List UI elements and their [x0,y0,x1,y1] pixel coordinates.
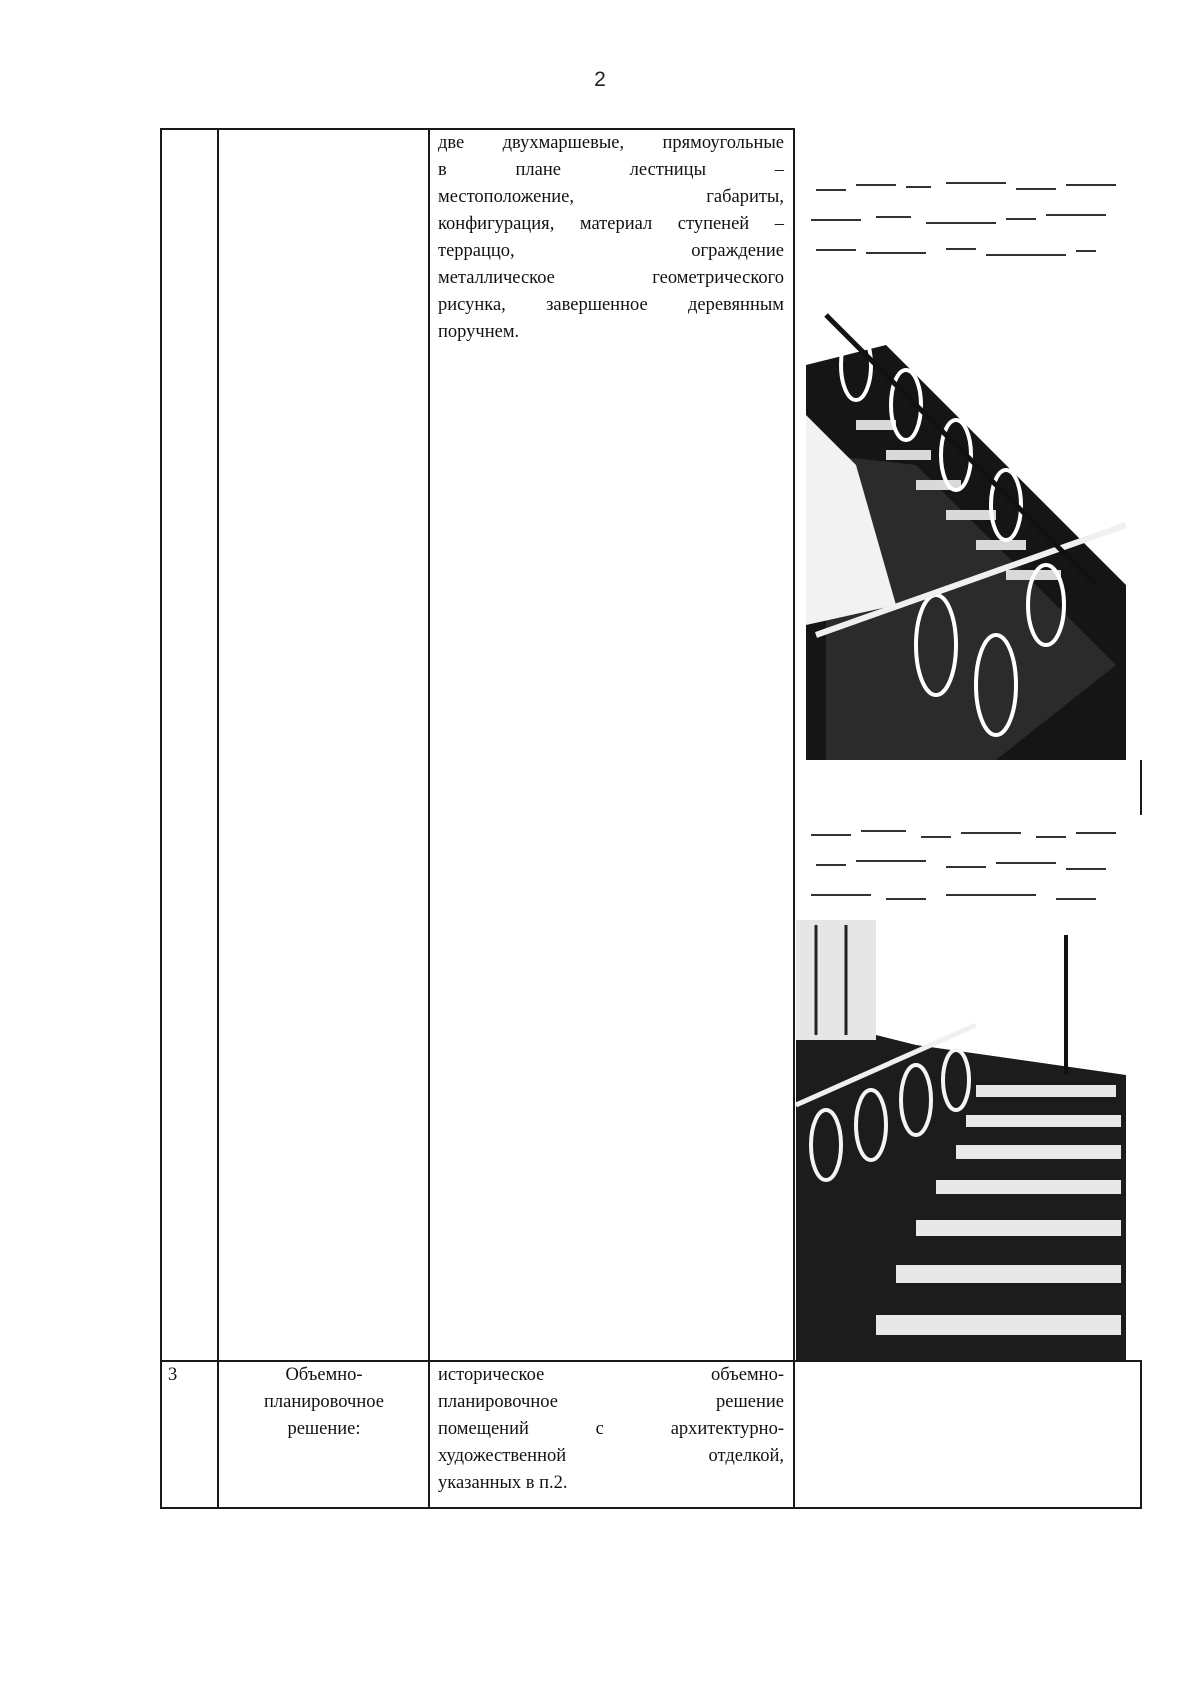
description-line: помещений с архитектурно- [438,1419,784,1439]
description-line: поручнем. [438,322,520,342]
description-line: две двухмаршевые, прямоугольные [438,133,784,153]
description-line: местоположение, габариты, [438,187,784,207]
column-divider-2 [428,128,430,1509]
description-line: историческое объемно- [438,1365,784,1385]
description-line: конфигурация, материал ступеней – [438,214,784,234]
table-left-border [160,128,162,1509]
column-divider-3 [793,128,795,1509]
title-line: планировочное [264,1392,384,1412]
description-line: металлическое геометрического [438,268,784,288]
table-bottom-border [160,1507,1142,1509]
description-line: указанных в п.2. [438,1473,568,1493]
description-line: планировочное решение [438,1392,784,1412]
stair-description [438,130,784,346]
staircase-photo-2 [796,815,1146,1360]
page-number: 2 [594,68,606,91]
description-line: в плане лестницы – [438,160,784,180]
column-divider-1 [217,128,219,1509]
description-line: художественной отделкой, [438,1446,784,1466]
description-line: рисунка, завершенное деревянным [438,295,784,315]
row-number-3: 3 [168,1365,178,1385]
staircase-photo-1 [796,165,1146,760]
staircase-railing-photo-icon [796,165,1146,760]
staircase-steps-photo-icon [796,815,1146,1360]
description-line: терраццо, ограждение [438,241,784,261]
row-3-title [222,1362,426,1443]
row-3-description [438,1362,784,1497]
title-line: решение: [287,1419,361,1439]
title-line: Объемно- [285,1365,363,1385]
